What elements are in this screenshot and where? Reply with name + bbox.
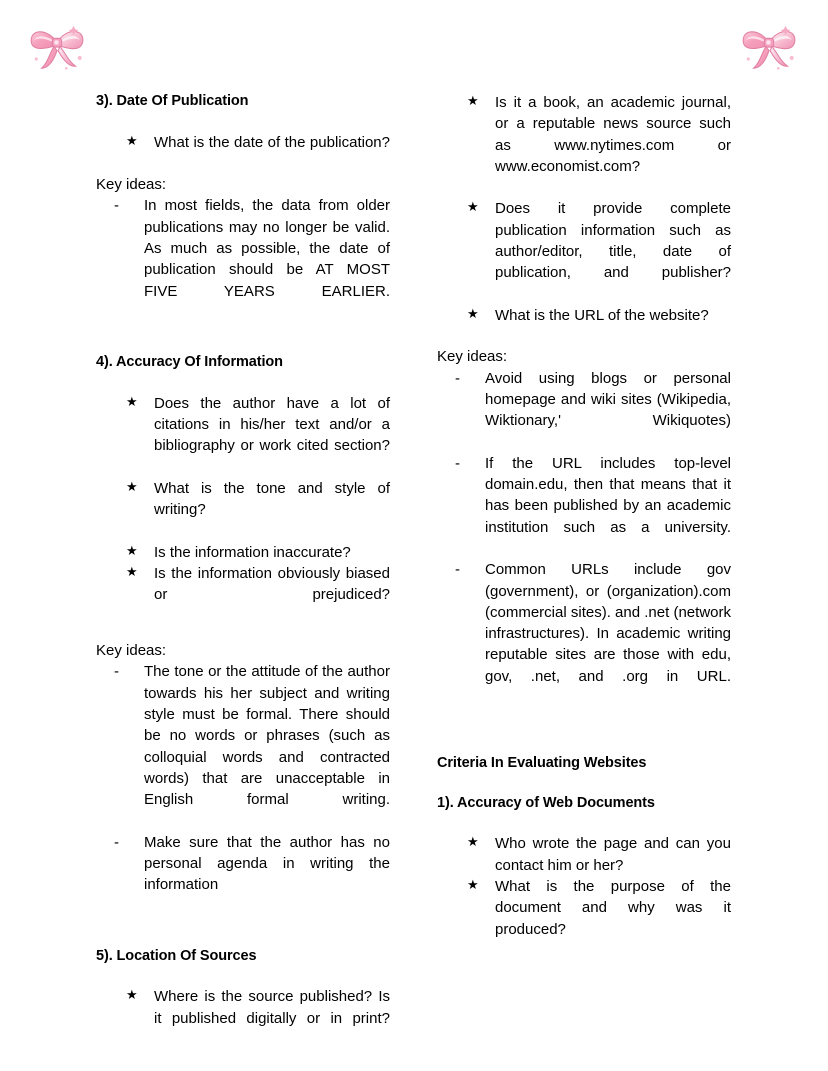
dash-bullet-icon: - (455, 561, 460, 579)
dash-bullet-icon: - (114, 663, 119, 681)
key-ideas-label: Key ideas: (96, 176, 167, 194)
list-item: ★ Where is the source published? Is it published digitally or in print? (126, 987, 390, 1027)
list-item: ★ Who wrote the page and can you contact him or her? (467, 834, 731, 874)
dash-bullet-icon: - (455, 369, 460, 387)
dash-list-date-of-publication (96, 195, 390, 323)
list-item: - Common URLs include gov (government), or (organization).com (commercial sites). and .net (network infrastructures). In academic writing reputable sites are those with edu, gov, .net, and .org in URL. (455, 561, 731, 685)
list-item: - In most fields, the data from older publications may no longer be valid. As much as possible, the date of publication should be AT MOST FIVE YEARS EARLIER. (114, 197, 390, 300)
heading-accuracy-of-web-documents: 1). Accuracy of Web Documents (437, 794, 655, 811)
dash-bullet-icon: - (455, 454, 460, 472)
list-item: - Make sure that the author has no personal agenda in writing the information (114, 833, 390, 894)
list-item: ★ Does it provide complete publication information such as author/editor, title, date of publication, and publisher? (467, 199, 731, 282)
dash-list-accuracy-of-information (96, 661, 390, 917)
list-item: ★ What is the URL of the website? (467, 305, 709, 324)
bow-sticker-left-icon (26, 16, 88, 74)
heading-accuracy-of-information: 4). Accuracy Of Information (96, 354, 283, 371)
heading-criteria-in-evaluating-websites: Criteria In Evaluating Websites (437, 755, 647, 772)
list-item: ★ Is it a book, an academic journal, or a reputable news source such as www.nytimes.com or www.economist.com? (467, 93, 731, 175)
list-item: - If the URL includes top-level domain.edu, then that means that it has been published by an academic institution such as a university. (455, 454, 731, 536)
dash-bullet-icon: - (114, 197, 119, 215)
star-bullet-icon: ★ (467, 93, 479, 108)
heading-date-of-publication: 3). Date Of Publication (96, 93, 249, 109)
list-item: ★ Is the information inaccurate? (126, 542, 351, 561)
star-list-location-of-sources (96, 986, 390, 1050)
star-list-accuracy-of-information (96, 393, 390, 627)
list-item: - The tone or the attitude of the author towards his her subject and writing style must be formal. There should be no words or phrases (such as colloquial words and contracted words) that are unacceptable in English formal writing. (114, 663, 390, 809)
left-column (96, 92, 390, 1050)
key-ideas-label: Key ideas: (437, 348, 508, 366)
list-item: ★ What is the date of the publication? (126, 132, 390, 151)
star-list-date-of-publication (96, 132, 390, 175)
star-bullet-icon: ★ (467, 834, 479, 850)
list-item: ★ What is the purpose of the document and why was it produced? (467, 877, 731, 938)
key-ideas-label: Key ideas: (96, 642, 167, 660)
star-bullet-icon: ★ (467, 877, 479, 893)
star-bullet-icon: ★ (126, 478, 138, 494)
heading-location-of-sources: 5). Location Of Sources (96, 947, 257, 964)
right-column (437, 92, 731, 961)
list-item: ★ What is the tone and style of writing? (126, 478, 390, 519)
star-bullet-icon: ★ (126, 542, 138, 558)
star-bullet-icon: ★ (467, 305, 479, 321)
list-item: ★ Does the author have a lot of citations in his/her text and/or a bibliography or work cited section? (126, 393, 390, 455)
star-bullet-icon: ★ (126, 987, 138, 1003)
star-list-accuracy-of-web-documents (437, 833, 731, 961)
dash-list-website-key-ideas (437, 368, 731, 709)
bow-sticker-right-icon (738, 16, 800, 74)
star-bullet-icon: ★ (126, 132, 138, 148)
star-bullet-icon: ★ (467, 199, 479, 215)
list-item: ★ Is the information obviously biased or prejudiced? (126, 564, 390, 604)
dash-bullet-icon: - (114, 833, 119, 851)
list-item: - Avoid using blogs or personal homepage and wiki sites (Wikipedia, Wiktionary,' Wikiquotes) (455, 369, 731, 430)
star-list-source-evaluation-continued (437, 92, 731, 326)
star-bullet-icon: ★ (126, 564, 138, 580)
star-bullet-icon: ★ (126, 393, 138, 409)
